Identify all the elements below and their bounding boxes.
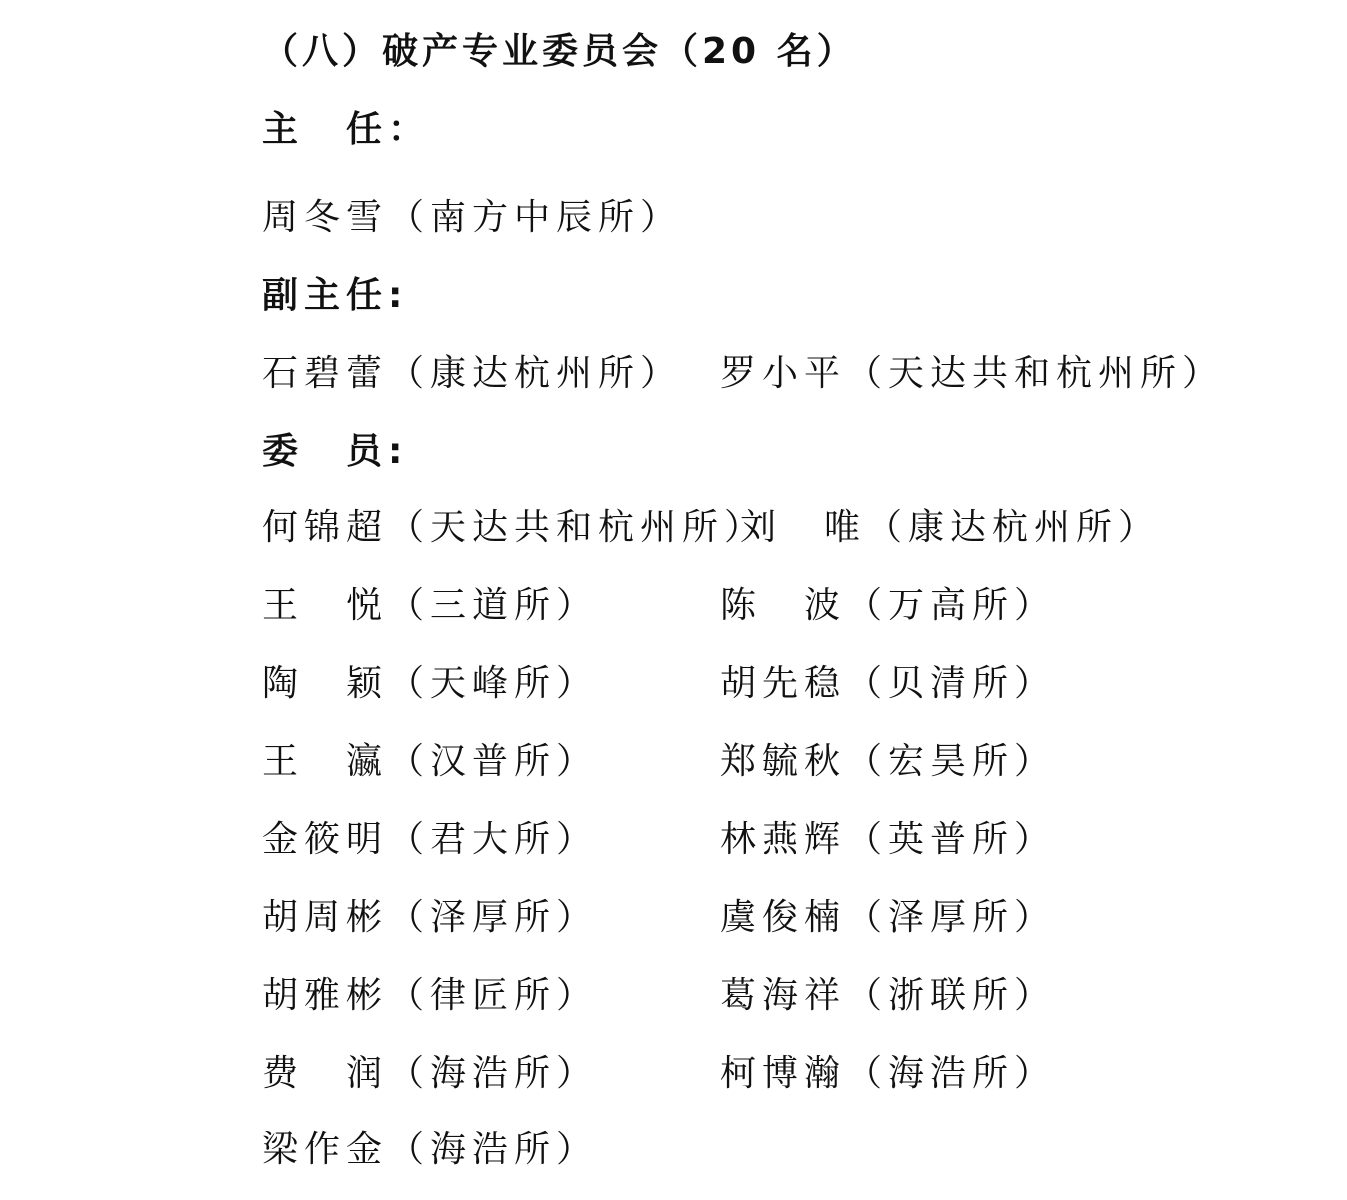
member-entry: 柯博瀚（海浩所） bbox=[720, 1053, 1057, 1094]
members-label: 委 员: bbox=[262, 431, 409, 472]
members-row bbox=[262, 818, 1322, 862]
members-row bbox=[262, 740, 1322, 784]
member-entry: 王 瀛（汉普所） bbox=[262, 741, 599, 782]
member-entry: 何锦超（天达共和杭州所） bbox=[262, 507, 767, 548]
member-entry: 陶 颖（天峰所） bbox=[262, 663, 599, 704]
member-entry: 郑毓秋（宏昊所） bbox=[720, 741, 1057, 782]
member-entry: 林燕辉（英普所） bbox=[720, 819, 1057, 860]
member-entry: 费 润（海浩所） bbox=[262, 1053, 599, 1094]
director-label: 主 任： bbox=[262, 109, 431, 150]
deputy-entry: 石碧蕾（康达杭州所） bbox=[262, 353, 683, 394]
deputy-label: 副主任: bbox=[262, 275, 409, 316]
member-entry: 陈 波（万高所） bbox=[720, 585, 1057, 626]
member-entry: 葛海祥（浙联所） bbox=[720, 975, 1057, 1016]
deputies-row bbox=[262, 352, 1322, 396]
member-entry: 王 悦（三道所） bbox=[262, 585, 599, 626]
member-entry: 虞俊楠（泽厚所） bbox=[720, 897, 1057, 938]
members-row bbox=[262, 1052, 1322, 1096]
member-entry: 胡先稳（贝清所） bbox=[720, 663, 1057, 704]
section-title: （八）破产专业委员会（20 名） bbox=[262, 31, 857, 72]
member-entry: 梁作金（海浩所） bbox=[262, 1129, 599, 1170]
deputy-entry: 罗小平（天达共和杭州所） bbox=[720, 353, 1225, 394]
member-entry: 金筱明（君大所） bbox=[262, 819, 599, 860]
members-row bbox=[262, 506, 1322, 550]
members-row bbox=[262, 1128, 1322, 1172]
member-entry: 刘 唯（康达杭州所） bbox=[740, 507, 1161, 548]
members-row bbox=[262, 584, 1322, 628]
members-row bbox=[262, 896, 1322, 940]
members-row bbox=[262, 974, 1322, 1018]
member-entry: 胡周彬（泽厚所） bbox=[262, 897, 599, 938]
director-entry: 周冬雪（南方中辰所） bbox=[262, 197, 683, 238]
member-entry: 胡雅彬（律匠所） bbox=[262, 975, 599, 1016]
members-row bbox=[262, 662, 1322, 706]
